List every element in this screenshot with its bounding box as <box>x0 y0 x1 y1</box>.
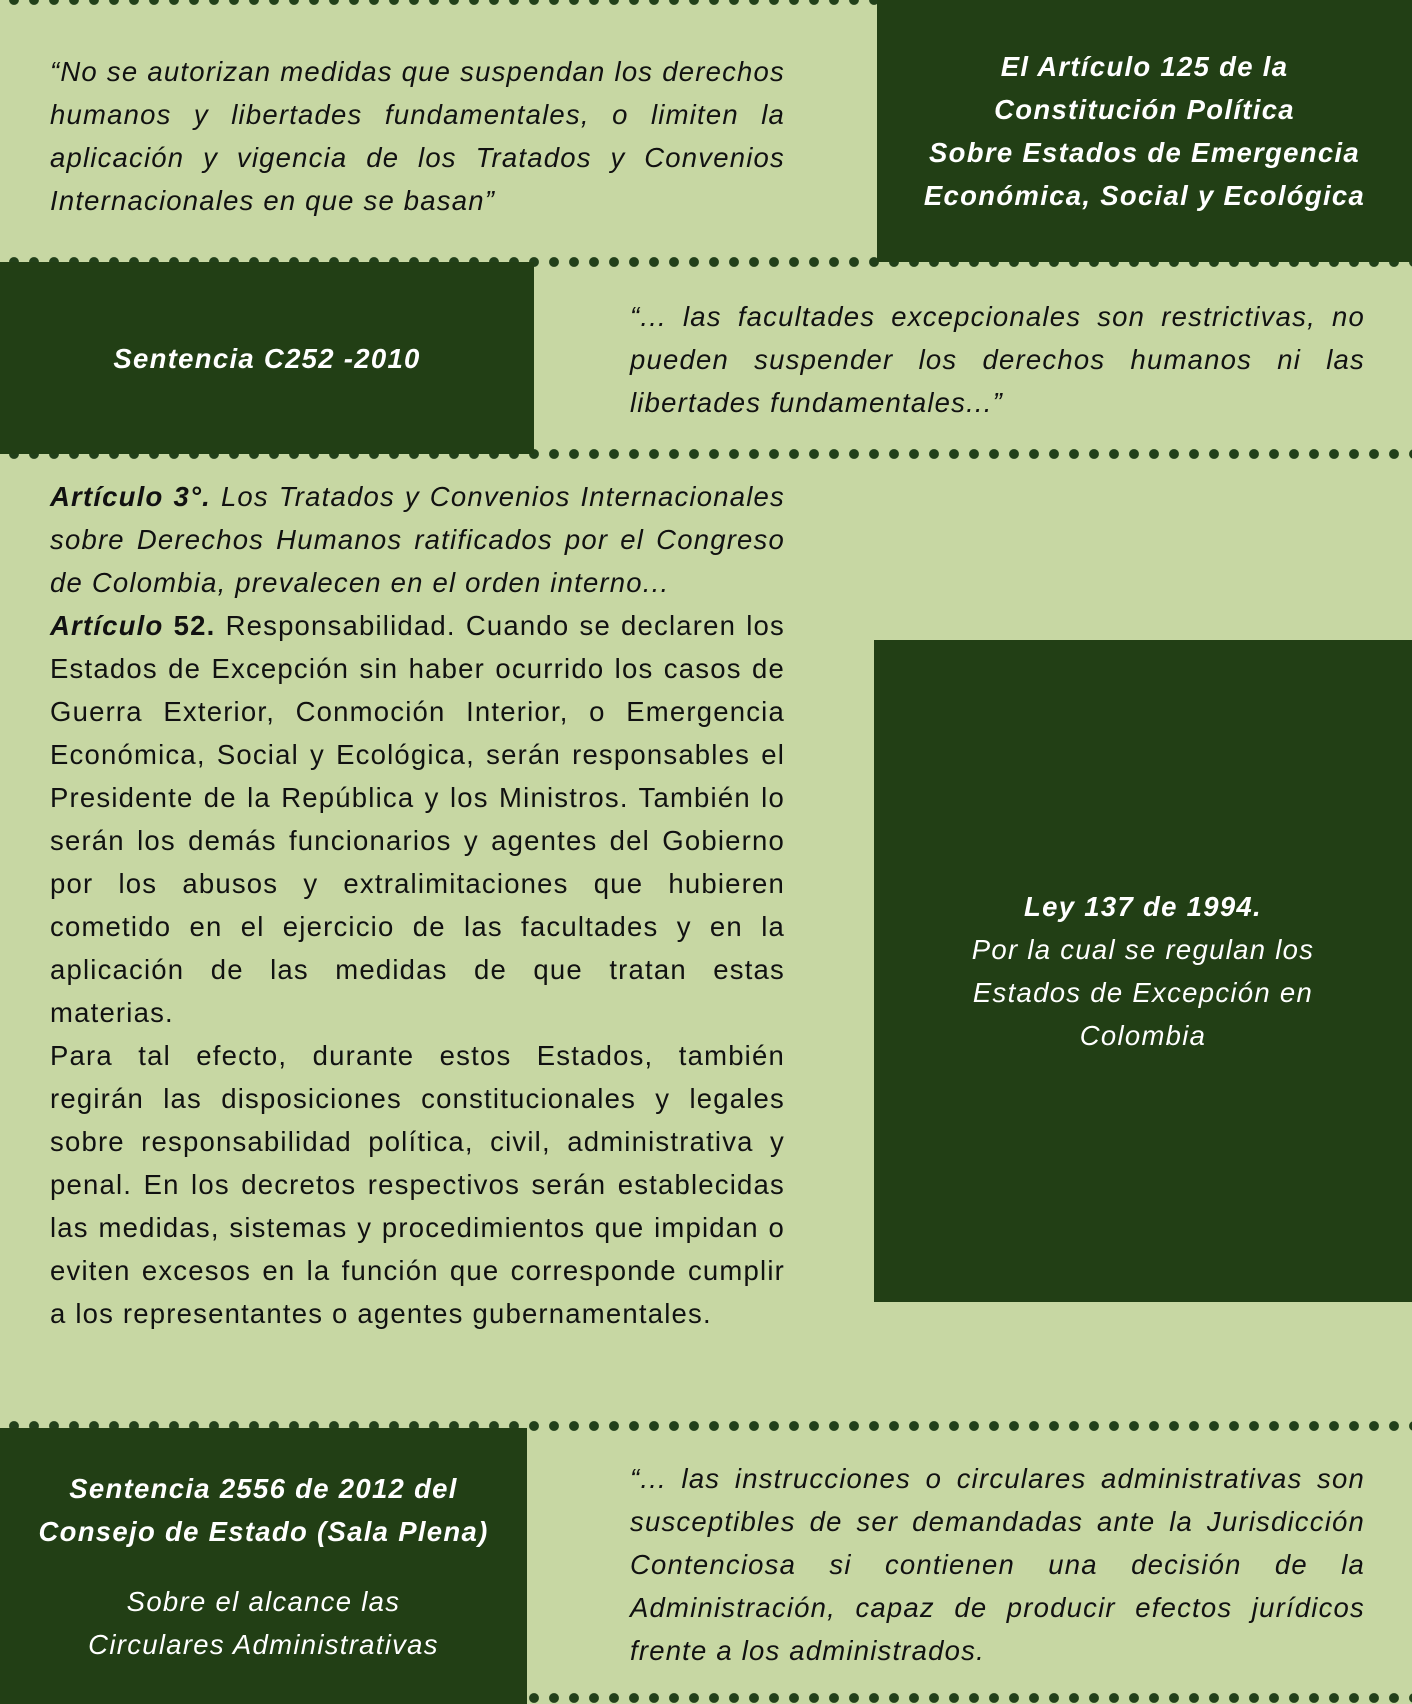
article-125-box <box>877 0 1412 262</box>
article-3-text: Los Tratados y Convenios Internacionales sobre Derechos Humanos ratificados por el Congreso de Colombia, prevalecen en el orden interno... <box>50 481 785 598</box>
ley-137-line: Por la cual se regulan los <box>971 934 1315 965</box>
article-125-line: Constitución Política <box>994 94 1295 125</box>
article-125-quote: “No se autorizan medidas que suspendan los derechos humanos y libertades fundamentales, o limiten la aplicación y vigencia de los Tratados y Convenios Internacionales en que se basan” <box>50 56 785 216</box>
article-125-line: Sobre Estados de Emergencia <box>929 137 1360 168</box>
ley-137-title: Ley 137 de 1994. <box>1024 891 1262 922</box>
sentencia-c252-title: Sentencia C252 -2010 <box>113 342 421 374</box>
sentencia-2556-quote: “... las instrucciones o circulares administrativas son susceptibles de ser demandadas ante la Jurisdicción Contenciosa si contienen una decisión de la Administración, capaz de producir efectos jurídicos frente a los administrados. <box>630 1463 1365 1666</box>
article-52-paragraph-2: Para tal efecto, durante estos Estados, también regirán las disposiciones constitucionales y legales sobre responsabilidad política, civil, administrativa y penal. En los decretos respectivos serán establecidas las medidas, sistemas y procedimientos que impidan o eviten excesos en la función que corresponde cumplir a los representantes o agentes gubernamentales. <box>50 1040 785 1329</box>
sentencia-c252-box <box>0 262 534 454</box>
ley-137-box <box>874 640 1412 1302</box>
sentencia-c252-quote: “... las facultades excepcionales son restrictivas, no pueden suspender los derechos humanos ni las libertades fundamentales...” <box>630 301 1365 418</box>
article-52-number: 52. <box>163 610 216 641</box>
article-52-text: Responsabilidad. Cuando se declaren los Estados de Excepción sin haber ocurrido los casos de Guerra Exterior, Conmoción Interior, o Emergencia Económica, Social y Ecológica, serán responsables el Presidente de la República y los Ministros. También lo serán los demás funcionarios y agentes del Gobierno por los abusos y extralimitaciones que hubieren cometido en el ejercicio de las facultades y en la aplicación de las medidas de que tratan estas materias. <box>50 610 786 1028</box>
article-125-line: El Artículo 125 de la <box>1000 51 1289 82</box>
sentencia-2556-box <box>0 1428 527 1704</box>
sentencia-2556-title: Consejo de Estado (Sala Plena) <box>38 1515 489 1547</box>
ley-137-line: Estados de Excepción en <box>972 977 1314 1008</box>
sentencia-2556-subtitle: Circulares Administrativas <box>88 1628 439 1660</box>
article-3-label: Artículo 3°. <box>50 481 211 512</box>
article-3-paragraph <box>50 475 785 604</box>
article-125-line: Económica, Social y Ecológica <box>923 180 1366 211</box>
sentencia-2556-title: Sentencia 2556 de 2012 del <box>69 1472 458 1504</box>
ley-137-line: Colombia <box>1079 1020 1207 1051</box>
article-52-paragraph <box>50 604 785 1034</box>
sentencia-2556-subtitle: Sobre el alcance las <box>126 1585 401 1617</box>
article-52-label: Artículo <box>50 610 164 641</box>
ley-137-articles <box>50 475 785 1335</box>
